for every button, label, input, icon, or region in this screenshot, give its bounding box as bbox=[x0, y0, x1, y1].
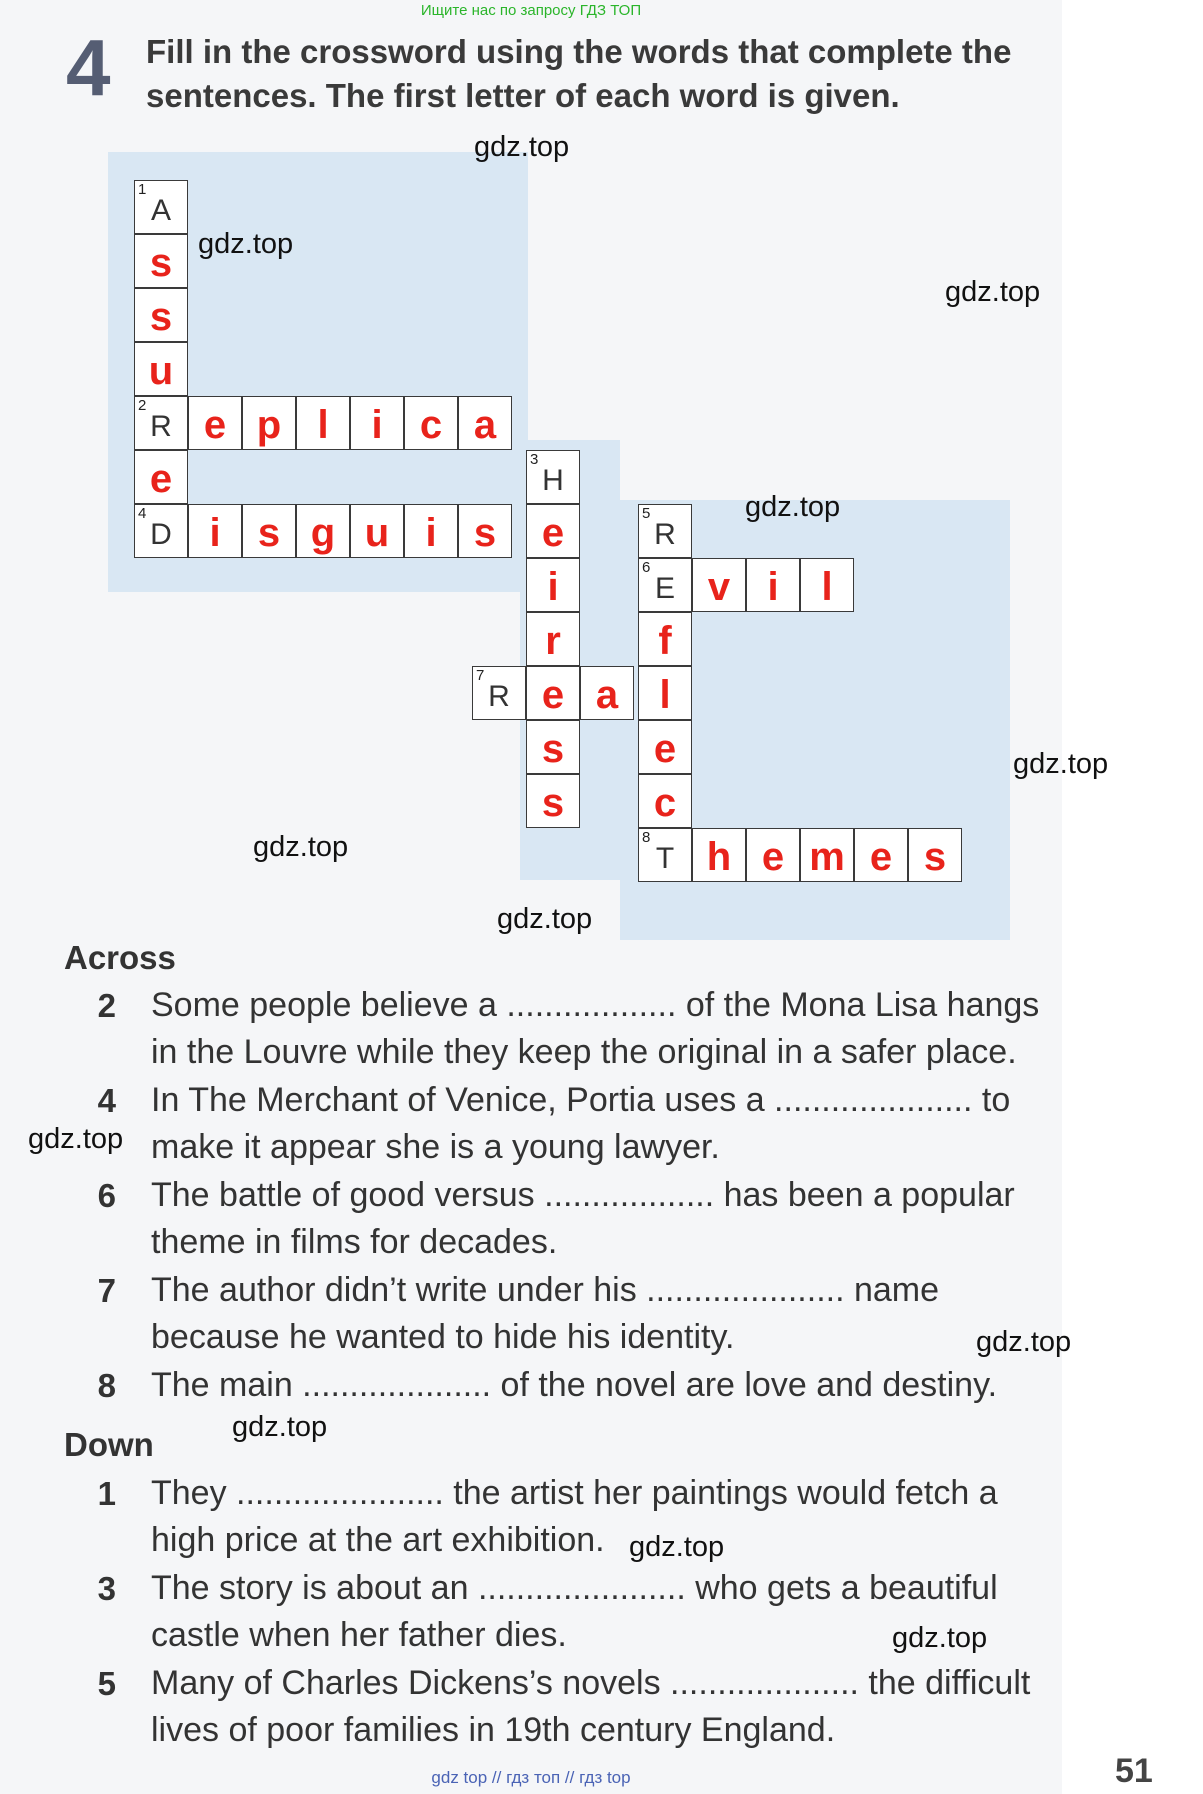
answer-letter: s bbox=[541, 727, 565, 771]
clue-number-label: 1 bbox=[138, 181, 147, 198]
answer-letter: s bbox=[149, 295, 173, 339]
cell-answer[interactable] bbox=[404, 504, 458, 558]
watermark: gdz.top bbox=[198, 228, 294, 260]
watermark: gdz.top bbox=[976, 1326, 1072, 1358]
clue-number-label: 2 bbox=[138, 397, 147, 414]
cell-answer[interactable] bbox=[526, 558, 580, 612]
cell-answer[interactable] bbox=[638, 666, 692, 720]
answer-letter: c bbox=[653, 781, 677, 825]
cell-7-across-7[interactable] bbox=[472, 666, 526, 720]
answer-letter: s bbox=[257, 511, 281, 555]
clue-number-label: 4 bbox=[138, 505, 147, 522]
cell-answer[interactable] bbox=[526, 774, 580, 828]
answer-letter: f bbox=[658, 619, 672, 663]
cell-answer[interactable] bbox=[526, 504, 580, 558]
clue-number: 7 bbox=[97, 1272, 116, 1309]
cell-answer[interactable] bbox=[242, 396, 296, 450]
exercise-instruction: Fill in the crossword using the words that complete the sentences. The first letter of each word is given. bbox=[146, 33, 1012, 114]
clue-text: The main .................... of the novel are love and destiny. bbox=[151, 1366, 998, 1404]
clue-number: 8 bbox=[97, 1367, 116, 1404]
answer-letter: s bbox=[473, 511, 497, 555]
answer-letter: c bbox=[419, 403, 443, 447]
watermark: gdz.top bbox=[28, 1123, 124, 1155]
down-heading: Down bbox=[64, 1426, 154, 1463]
clue-number: 3 bbox=[97, 1570, 116, 1607]
answer-letter: v bbox=[707, 565, 731, 609]
watermark: gdz.top bbox=[892, 1622, 988, 1654]
watermark: gdz.top bbox=[497, 903, 593, 935]
clue-number-label: 7 bbox=[476, 667, 485, 684]
clue-text: Many of Charles Dickens’s novels .................... the difficult lives of poor families in 19th century England. bbox=[151, 1664, 1031, 1749]
cell-answer[interactable] bbox=[134, 450, 188, 504]
answer-letter: e bbox=[203, 403, 227, 447]
cell-answer[interactable] bbox=[350, 396, 404, 450]
answer-letter: i bbox=[371, 403, 383, 447]
cell-answer[interactable] bbox=[746, 828, 800, 882]
answer-letter: e bbox=[541, 673, 565, 717]
cell-answer[interactable] bbox=[296, 504, 350, 558]
answer-letter: l bbox=[821, 565, 833, 609]
cell-answer[interactable] bbox=[526, 612, 580, 666]
clue-number: 2 bbox=[97, 987, 116, 1024]
watermark: gdz.top bbox=[945, 276, 1041, 308]
clue-text: They ...................... the artist her paintings would fetch a high price at the art exhibition. bbox=[151, 1474, 998, 1559]
cell-answer[interactable] bbox=[692, 828, 746, 882]
cell-1-down-1[interactable] bbox=[134, 180, 188, 234]
cell-answer[interactable] bbox=[242, 504, 296, 558]
answer-letter: e bbox=[869, 835, 893, 879]
cell-answer[interactable] bbox=[638, 612, 692, 666]
given-letter: E bbox=[654, 572, 675, 605]
clue-text: The battle of good versus .................. has been a popular theme in films for decades. bbox=[151, 1176, 1015, 1261]
cell-8-across-8[interactable] bbox=[638, 828, 692, 882]
answer-letter: l bbox=[317, 403, 329, 447]
given-letter: D bbox=[150, 518, 172, 551]
page-number: 51 bbox=[1115, 1752, 1153, 1790]
answer-letter: i bbox=[767, 565, 779, 609]
cell-answer[interactable] bbox=[800, 828, 854, 882]
cell-answer[interactable] bbox=[692, 558, 746, 612]
clue-number-label: 5 bbox=[642, 505, 651, 522]
cell-answer[interactable] bbox=[134, 234, 188, 288]
answer-letter: s bbox=[923, 835, 947, 879]
cell-answer[interactable] bbox=[638, 774, 692, 828]
clue-number: 1 bbox=[97, 1475, 116, 1512]
top-banner: Ищите нас по запросу ГДЗ ТОП bbox=[420, 2, 642, 19]
cell-answer[interactable] bbox=[296, 396, 350, 450]
watermark: gdz.top bbox=[232, 1411, 328, 1443]
cell-answer[interactable] bbox=[404, 396, 458, 450]
clue-number-label: 6 bbox=[642, 559, 651, 576]
watermark: gdz.top bbox=[253, 831, 349, 863]
answer-letter: a bbox=[595, 673, 619, 717]
cell-answer[interactable] bbox=[134, 288, 188, 342]
across-heading: Across bbox=[64, 939, 176, 976]
given-letter: R bbox=[488, 680, 510, 713]
cell-answer[interactable] bbox=[188, 396, 242, 450]
answer-letter: a bbox=[473, 403, 497, 447]
cell-4-across-4[interactable] bbox=[134, 504, 188, 558]
cell-answer[interactable] bbox=[800, 558, 854, 612]
cell-answer[interactable] bbox=[134, 342, 188, 396]
answer-letter: h bbox=[706, 835, 732, 879]
given-letter: A bbox=[150, 194, 171, 227]
cell-answer[interactable] bbox=[458, 504, 512, 558]
answer-letter: e bbox=[761, 835, 785, 879]
answer-letter: r bbox=[545, 619, 561, 663]
cell-answer[interactable] bbox=[526, 666, 580, 720]
answer-letter: l bbox=[659, 673, 671, 717]
answer-letter: e bbox=[541, 511, 565, 555]
given-letter: H bbox=[542, 464, 564, 497]
footer-watermark: gdz top // гдз топ // гдз top bbox=[431, 1768, 631, 1787]
given-letter: R bbox=[654, 518, 676, 551]
exercise-number: 4 bbox=[66, 23, 111, 112]
watermark: gdz.top bbox=[629, 1531, 725, 1563]
cell-answer[interactable] bbox=[188, 504, 242, 558]
clue-text: The story is about an ...................... who gets a beautiful castle when her father dies. bbox=[151, 1569, 998, 1654]
answer-letter: s bbox=[149, 241, 173, 285]
answer-letter: u bbox=[364, 511, 390, 555]
clue-number: 5 bbox=[97, 1665, 116, 1702]
clue-text: Some people believe a .................. of the Mona Lisa hangs in the Louvre while they keep the original in a safer place. bbox=[151, 986, 1040, 1071]
clue-number-label: 3 bbox=[530, 451, 539, 468]
answer-letter: s bbox=[541, 781, 565, 825]
given-letter: R bbox=[150, 410, 172, 443]
watermark: gdz.top bbox=[474, 131, 570, 163]
cell-answer[interactable] bbox=[854, 828, 908, 882]
watermark: gdz.top bbox=[745, 491, 841, 523]
cell-answer[interactable] bbox=[638, 720, 692, 774]
cell-2-across-2[interactable] bbox=[134, 396, 188, 450]
cell-answer[interactable] bbox=[458, 396, 512, 450]
answer-letter: i bbox=[425, 511, 437, 555]
cell-6-across-6[interactable] bbox=[638, 558, 692, 612]
given-letter: T bbox=[655, 842, 675, 875]
cell-answer[interactable] bbox=[746, 558, 800, 612]
answer-letter: e bbox=[149, 457, 173, 501]
clue-number: 4 bbox=[97, 1082, 116, 1119]
answer-letter: i bbox=[209, 511, 221, 555]
answer-letter: e bbox=[653, 727, 677, 771]
cell-answer[interactable] bbox=[580, 666, 634, 720]
answer-letter: m bbox=[809, 835, 845, 879]
cell-answer[interactable] bbox=[526, 720, 580, 774]
clue-text: The author didn’t write under his ..................... name because he wanted to hide his identity. bbox=[151, 1271, 940, 1356]
cell-answer[interactable] bbox=[908, 828, 962, 882]
clue-number: 6 bbox=[97, 1177, 116, 1214]
answer-letter: i bbox=[547, 565, 559, 609]
watermark: gdz.top bbox=[1013, 748, 1109, 780]
clue-text: In The Merchant of Venice, Portia uses a ..................... to make it appear she is a young lawyer. bbox=[151, 1081, 1011, 1166]
page-margin bbox=[1062, 0, 1203, 1794]
cell-answer[interactable] bbox=[350, 504, 404, 558]
clue-number-label: 8 bbox=[642, 829, 651, 846]
answer-letter: g bbox=[310, 511, 336, 555]
answer-letter: p bbox=[256, 403, 282, 447]
answer-letter: u bbox=[148, 349, 174, 393]
cell-5-down-5[interactable] bbox=[638, 504, 692, 558]
cell-3-down-3[interactable] bbox=[526, 450, 580, 504]
